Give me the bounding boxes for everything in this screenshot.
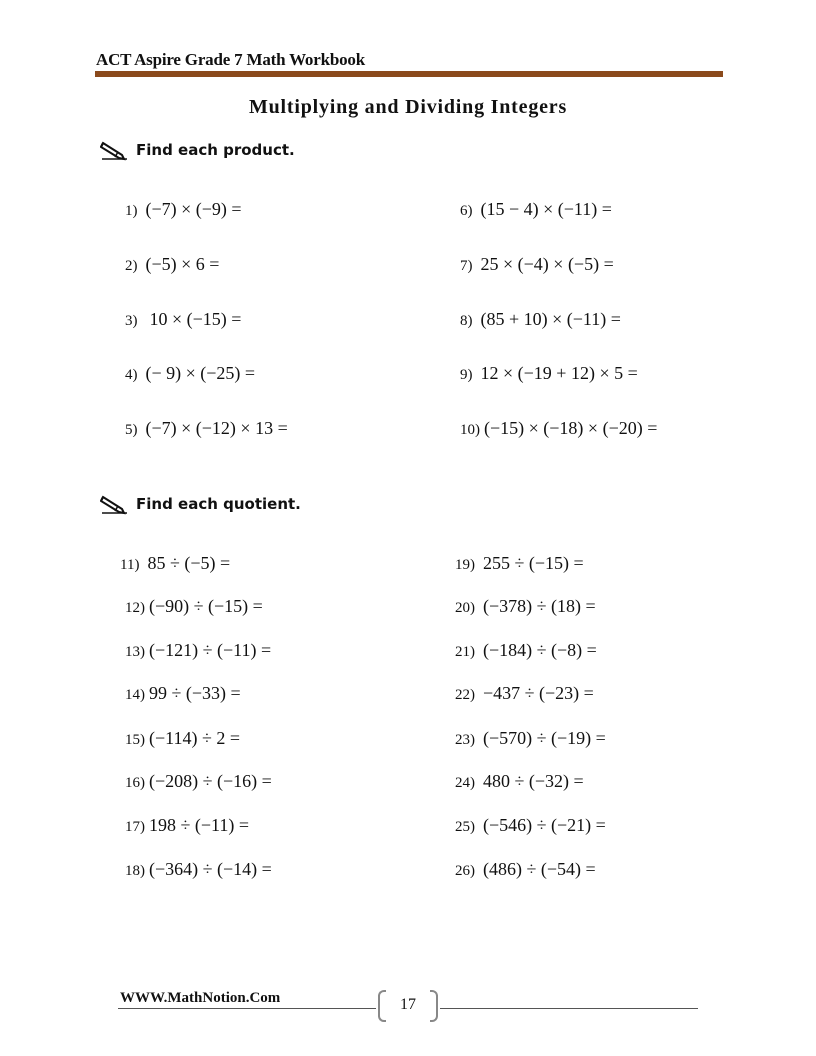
problem-2 (125, 254, 219, 275)
problem-expression: (−208) ÷ (−16) = (149, 771, 272, 791)
quotient-instruction-text: Find each quotient. (136, 495, 301, 513)
problem-expression: (−90) ÷ (−15) = (149, 596, 263, 616)
problem-expression: 480 ÷ (−32) = (483, 771, 584, 791)
problem-number: 4) (125, 367, 138, 383)
problem-26 (455, 859, 596, 880)
problem-expression: (85 + 10) × (−11) = (480, 309, 621, 329)
problem-expression: (−7) × (−12) × 13 = (145, 418, 288, 438)
problem-expression: (486) ÷ (−54) = (483, 859, 596, 879)
problem-14 (125, 683, 241, 704)
problem-17 (125, 815, 249, 836)
problem-9 (460, 363, 638, 384)
problem-3 (125, 309, 241, 330)
problem-expression: (−570) ÷ (−19) = (483, 728, 606, 748)
problem-number: 14) (125, 687, 145, 703)
problem-expression: 99 ÷ (−33) = (149, 683, 241, 703)
problem-expression: (−7) × (−9) = (145, 199, 242, 219)
problem-number: 2) (125, 258, 138, 274)
problem-22 (455, 683, 594, 704)
page-title: Multiplying and Dividing Integers (248, 96, 568, 118)
problem-expression: 255 ÷ (−15) = (483, 553, 584, 573)
problem-number: 25) (455, 819, 475, 835)
problem-number: 10) (460, 422, 480, 438)
problem-number: 23) (455, 732, 475, 748)
page-number: 17 (400, 996, 416, 1013)
header-rule (95, 71, 723, 77)
book-title: ACT Aspire Grade 7 Math Workbook (96, 50, 365, 69)
problem-number: 13) (125, 644, 145, 660)
pencil-icon (100, 493, 128, 515)
problem-number: 20) (455, 600, 475, 616)
problem-number: 26) (455, 863, 475, 879)
problem-expression: 25 × (−4) × (−5) = (480, 254, 614, 274)
problem-11 (120, 553, 230, 574)
problem-number: 9) (460, 367, 473, 383)
problem-expression: 10 × (−15) = (149, 309, 242, 329)
problem-number: 15) (125, 732, 145, 748)
problem-number: 21) (455, 644, 475, 660)
problem-21 (455, 640, 597, 661)
problem-number: 17) (125, 819, 145, 835)
problem-number: 7) (460, 258, 473, 274)
problem-expression: (−546) ÷ (−21) = (483, 815, 606, 835)
problem-number: 12) (125, 600, 145, 616)
problem-number: 24) (455, 775, 475, 791)
problem-number: 19) (455, 557, 475, 573)
problem-number: 18) (125, 863, 145, 879)
problem-expression: 85 ÷ (−5) = (147, 553, 231, 573)
problem-expression: (−114) ÷ 2 = (149, 728, 241, 748)
problem-expression: (−5) × 6 = (145, 254, 220, 274)
problem-18 (125, 859, 272, 880)
problem-expression: 198 ÷ (−11) = (149, 815, 250, 835)
problem-24 (455, 771, 584, 792)
problem-expression: (−121) ÷ (−11) = (149, 640, 272, 660)
problem-16 (125, 771, 272, 792)
problem-number: 5) (125, 422, 138, 438)
problem-5 (125, 418, 288, 439)
problem-number: 16) (125, 775, 145, 791)
problem-number: 1) (125, 203, 138, 219)
product-instruction (100, 138, 295, 162)
problem-expression: −437 ÷ (−23) = (483, 683, 594, 703)
problem-expression: (−184) ÷ (−8) = (483, 640, 597, 660)
problem-8 (460, 309, 621, 330)
problem-23 (455, 728, 606, 749)
problem-19 (455, 553, 584, 574)
problem-number: 3) (125, 313, 138, 329)
problem-number: 6) (460, 203, 473, 219)
footer-divider-right (440, 1008, 698, 1009)
footer-divider-left (118, 1008, 376, 1009)
page-number-bracket-right (430, 990, 438, 1022)
product-instruction-text: Find each product. (136, 141, 295, 159)
problem-15 (125, 728, 240, 749)
problem-expression: 12 × (−19 + 12) × 5 = (480, 363, 638, 383)
problem-expression: (−378) ÷ (18) = (483, 596, 596, 616)
problem-expression: (−364) ÷ (−14) = (149, 859, 272, 879)
problem-20 (455, 596, 596, 617)
problem-25 (455, 815, 606, 836)
problem-expression: (−15) × (−18) × (−20) = (484, 418, 658, 438)
problem-1 (125, 199, 242, 220)
problem-number: 11) (120, 557, 140, 573)
pencil-icon (100, 139, 128, 161)
problem-expression: (− 9) × (−25) = (145, 363, 256, 383)
problem-number: 22) (455, 687, 475, 703)
problem-12 (125, 596, 263, 617)
problem-6 (460, 199, 612, 220)
problem-13 (125, 640, 271, 661)
problem-7 (460, 254, 614, 275)
quotient-instruction (100, 492, 301, 516)
footer-website: WWW.MathNotion.Com (120, 990, 281, 1006)
page-number-bracket-left (378, 990, 386, 1022)
problem-10 (460, 418, 657, 439)
problem-4 (125, 363, 255, 384)
problem-number: 8) (460, 313, 473, 329)
problem-expression: (15 − 4) × (−11) = (480, 199, 612, 219)
